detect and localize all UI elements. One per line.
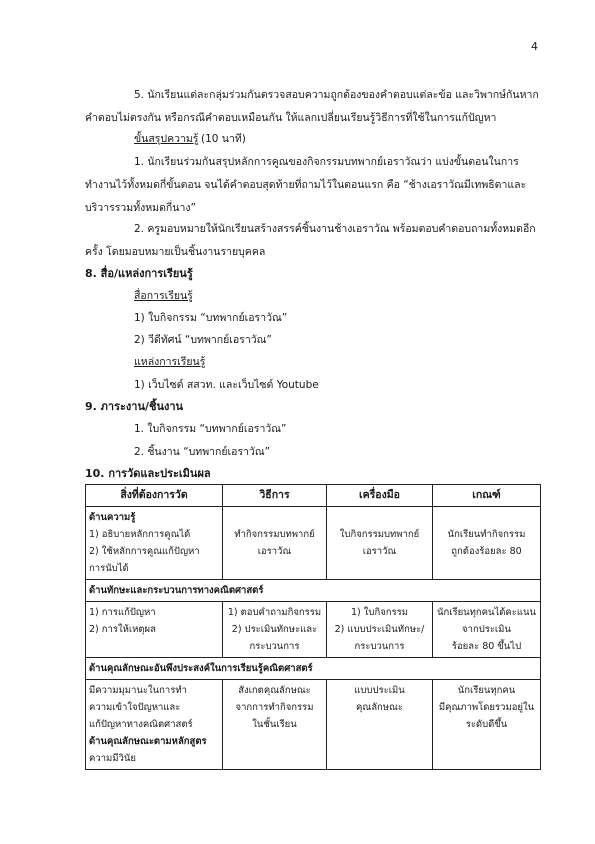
cell-line: กระบวนการ [249,641,300,652]
summary-step-1-line-2: ทำงานไว้ทั้งหมดกี่ขั้นตอน จนได้คำตอบสุดท้ายที่ถามไว้ในตอนแรก คือ “ช้างเอราวัณมีเทพธิดาและ [85,179,527,191]
cell-line: ระดับดีขึ้น [465,719,508,730]
knowledge-criteria [433,507,541,580]
attributes-section-title: ด้านคุณลักษณะอันพึงประสงค์ในการเรียนรู้คณิตศาสตร์ [86,658,541,680]
knowledge-section-title: ด้านความรู้ [89,512,136,523]
section-9-heading: 9. ภาระงาน/ชิ้นงาน [85,400,184,413]
cell-line: 2) ประเมินทักษะและ [231,624,318,635]
cell-line: มีคุณภาพโดยรวมอยู่ใน [438,702,535,713]
cell-line: แก้ปัญหาทางคณิตศาสตร์ [89,719,193,730]
cell-line: นักเรียนทุกคนได้คะแนน [436,607,537,618]
table-row [86,680,541,770]
step-5-line-1: 5. นักเรียนแต่ละกลุ่มร่วมกันตรวจสอบความถูกต้องของคำตอบแต่ละข้อ และวิพากษ์กันหาก [134,89,539,101]
summary-step-1-line-1: 1. นักเรียนร่วมกันสรุปหลักการคูณของกิจกรรมบทพากย์เอราวัณว่า แบ่งขั้นตอนในการ [134,156,519,168]
cell-line: 1) ใบกิจกรรม [351,607,408,618]
table-section-row [86,658,541,680]
table-section-row [86,580,541,602]
header-criteria: เกณฑ์ [433,485,541,507]
cell-line: 2) การให้เหตุผล [89,624,156,635]
sources-item-1: 1) เว็บไซต์ สสวท. และเว็บไซต์ Youtube [134,379,319,391]
knowledge-method [223,507,327,580]
page-number: 4 [531,40,538,53]
cell-line: ร้อยละ 80 ขึ้นไป [451,641,522,652]
skills-section-title: ด้านทักษะและกระบวนการทางคณิตศาสตร์ [86,580,541,602]
header-tool: เครื่องมือ [327,485,433,507]
attributes-tool [327,680,433,770]
task-item-1: 1. ใบกิจกรรม “บทพากย์เอราวัณ” [134,423,287,435]
curriculum-attributes-title: ด้านคุณลักษณะตามหลักสูตร [89,736,207,747]
sources-subheading: แหล่งการเรียนรู้ [134,356,206,368]
cell-line: มีความมุมานะในการทำ [89,685,187,696]
attributes-criteria [433,680,541,770]
summary-duration: (10 นาที) [201,133,246,145]
step-5-line-2: คำตอบไม่ตรงกัน หรือกรณีคำตอบเหมือนกัน ให้แลกเปลี่ยนเรียนรู้วิธีการที่ใช้ในการแก้ปัญหา [85,112,497,124]
cell-line: จากการทำกิจกรรม [235,702,314,713]
knowledge-measure [86,507,223,580]
summary-step-2-line-1: 2. ครูมอบหมายให้นักเรียนสร้างสรรค์ชิ้นงานช้างเอราวัณ พร้อมตอบคำตอบถามทั้งหมดอีก [134,223,536,235]
cell-line: คุณลักษณะ [356,702,403,713]
cell-line: แบบประเมิน [354,685,405,696]
summary-step-2-line-2: ครั้ง โดยมอบหมายเป็นชิ้นงานรายบุคคล [85,246,266,258]
skills-criteria [433,602,541,658]
cell-line: นักเรียนทุกคน [457,685,516,696]
cell-line: 2) ใช้หลักการคูณแก้ปัญหา [89,546,200,557]
cell-line: ความมีวินัย [89,753,136,764]
assessment-table [85,484,541,770]
header-method: วิธีการ [223,485,327,507]
skills-tool [327,602,433,658]
table-header-row [86,485,541,507]
cell-line: ความเข้าใจปัญหาและ [89,702,181,713]
cell-line: ถูกต้องร้อยละ 80 [451,546,522,557]
media-item-1: 1) ใบกิจกรรม “บทพากย์เอราวัณ” [134,312,288,324]
cell-line: การนับได้ [89,563,129,574]
summary-heading: ขั้นสรุปความรู้ [134,133,199,145]
cell-line: เอราวัณ [257,546,292,557]
section-8-heading: 8. สื่อ/แหล่งการเรียนรู้ [85,267,193,280]
cell-line: จากประเมิน [462,624,511,635]
skills-measure [86,602,223,658]
knowledge-tool [327,507,433,580]
cell-line: ในชั้นเรียน [252,719,297,730]
media-item-2: 2) วีดีทัศน์ “บทพากย์เอราวัณ” [134,334,272,346]
cell-line: ใบกิจกรรมบทพากย์ [339,529,420,540]
cell-line: 1) ตอบคำถามกิจกรรม [227,607,322,618]
media-subheading: สื่อการเรียนรู้ [134,290,193,302]
attributes-measure [86,680,223,770]
cell-line: 2) แบบประเมินทักษะ/ [334,624,425,635]
cell-line: สังเกตคุณลักษณะ [238,685,311,696]
task-item-2: 2. ชิ้นงาน “บทพากย์เอราวัณ” [134,446,271,458]
cell-line: กระบวนการ [354,641,405,652]
section-10-heading: 10. การวัดและประเมินผล [85,467,211,480]
cell-line: ทำกิจกรรมบทพากย์ [234,529,315,540]
table-row [86,602,541,658]
cell-line: 1) อธิบายหลักการคูณได้ [89,529,191,540]
summary-step-1-line-3: บริวารรวมทั้งหมดกี่นาง” [85,202,196,214]
table-row [86,507,541,580]
cell-line: นักเรียนทำกิจกรรม [447,529,526,540]
header-measure: สิ่งที่ต้องการวัด [86,485,223,507]
cell-line: 1) การแก้ปัญหา [89,607,156,618]
cell-line: เอราวัณ [362,546,397,557]
skills-method [223,602,327,658]
attributes-method [223,680,327,770]
